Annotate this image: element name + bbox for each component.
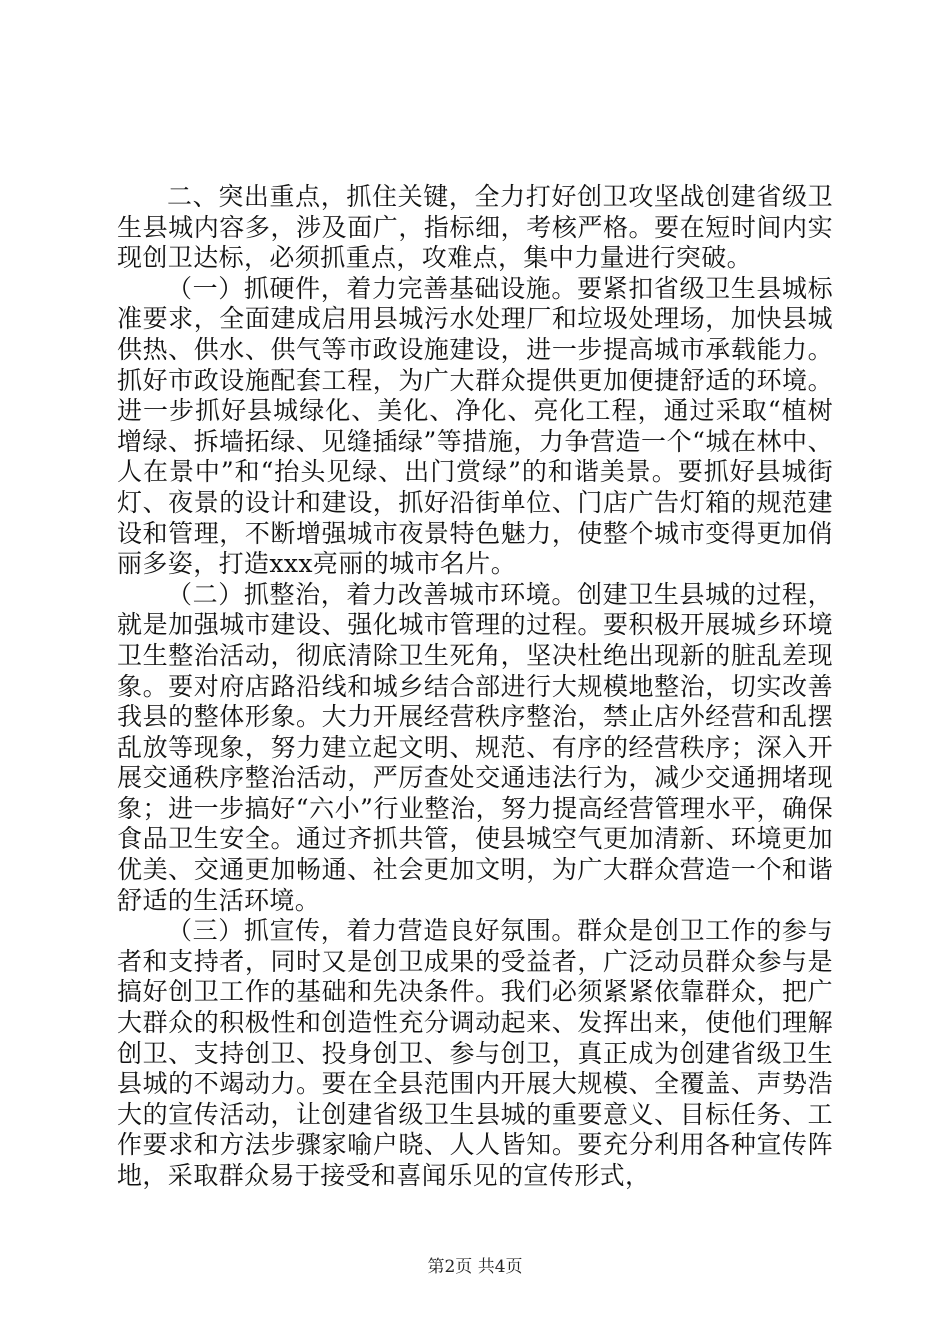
- paragraph-hardware: （一）抓硬件，着力完善基础设施。要紧扣省级卫生县城标准要求，全面建成启用县城污水处理厂和垃圾处理场，加快县城供热、供水、供气等市政设施建设，进一步提高城市承载能力。抓好市政设施配套工程，为广大群众提供更加便捷舒适的环境。进一步抓好县城绿化、美化、净化、亮化工程，通过采取“植树增绿、拆墙拓绿、见缝插绿”等措施，力争营造一个“城在林中、人在景中”和“抬头见绿、出门赏绿”的和谐美景。要抓好县城街灯、夜景的设计和建设，抓好沿街单位、门店广告灯箱的规范建设和管理，不断增强城市夜景特色魅力，使整个城市变得更加俏丽多姿，打造xxx亮丽的城市名片。: [117, 273, 833, 579]
- document-body: [117, 182, 833, 1192]
- paragraph-key-points: 二、突出重点，抓住关键，全力打好创卫攻坚战创建省级卫生县城内容多，涉及面广，指标细，考核严格。要在短时间内实现创卫达标，必须抓重点，攻难点，集中力量进行突破。: [117, 182, 833, 273]
- paragraph-rectification: （二）抓整治，着力改善城市环境。创建卫生县城的过程，就是加强城市建设、强化城市管理的过程。要积极开展城乡环境卫生整治活动，彻底清除卫生死角，坚决杜绝出现新的脏乱差现象。要对府店路沿线和城乡结合部进行大规模地整治，切实改善我县的整体形象。大力开展经营秩序整治，禁止店外经营和乱摆乱放等现象，努力建立起文明、规范、有序的经营秩序；深入开展交通秩序整治活动，严厉查处交通违法行为，减少交通拥堵现象；进一步搞好“六小”行业整治，努力提高经营管理水平，确保食品卫生安全。通过齐抓共管，使县城空气更加清新、环境更加优美、交通更加畅通、社会更加文明，为广大群众营造一个和谐舒适的生活环境。: [117, 579, 833, 915]
- paragraph-publicity: （三）抓宣传，着力营造良好氛围。群众是创卫工作的参与者和支持者，同时又是创卫成果的受益者，广泛动员群众参与是搞好创卫工作的基础和先决条件。我们必须紧紧依靠群众，把广大群众的积极性和创造性充分调动起来、发挥出来，使他们理解创卫、支持创卫、投身创卫、参与创卫，真正成为创建省级卫生县城的不竭动力。要在全县范围内开展大规模、全覆盖、声势浩大的宣传活动，让创建省级卫生县城的重要意义、目标任务、工作要求和方法步骤家喻户晓、人人皆知。要充分利用各种宣传阵地，采取群众易于接受和喜闻乐见的宣传形式，: [117, 916, 833, 1190]
- page-number-footer: 第2页 共4页: [427, 1257, 523, 1277]
